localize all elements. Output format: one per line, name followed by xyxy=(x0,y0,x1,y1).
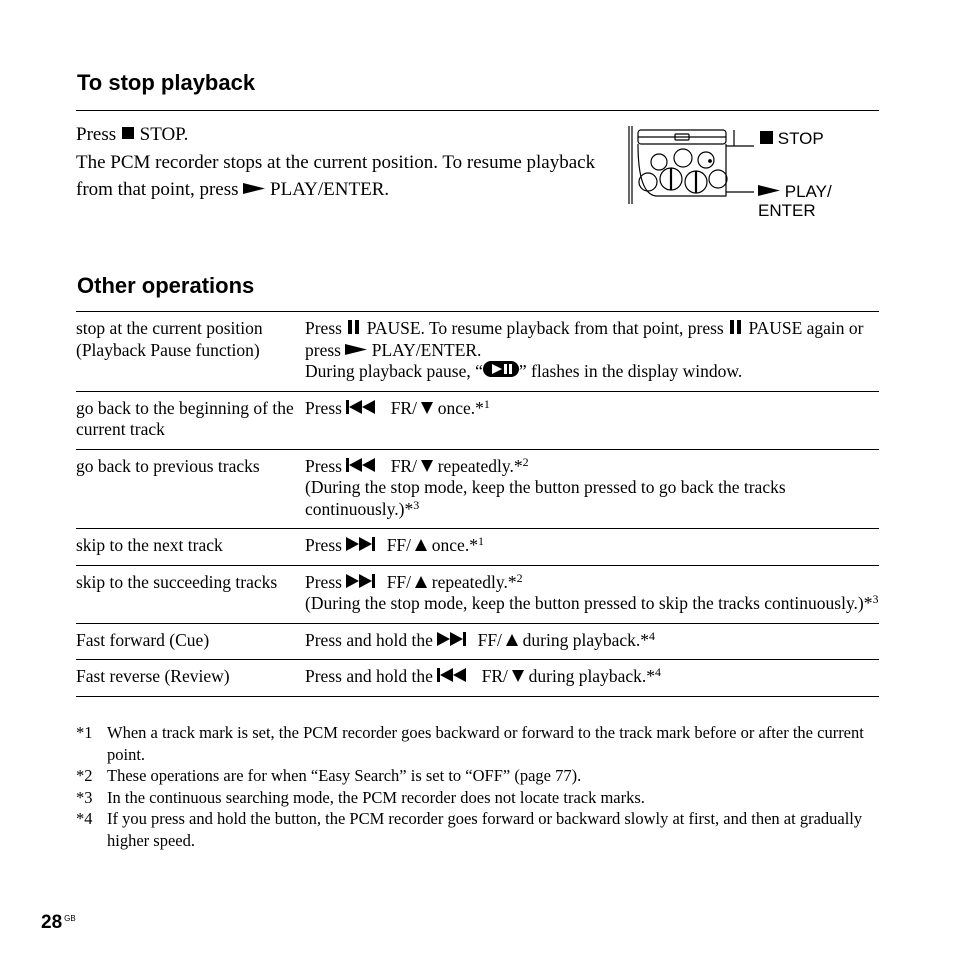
text: during playback.* xyxy=(528,666,655,686)
text: FF/ xyxy=(386,535,412,555)
play-enter-callout xyxy=(758,182,832,220)
table-row xyxy=(76,391,879,449)
operations-table xyxy=(76,312,879,697)
text: Press and hold the xyxy=(305,629,433,650)
text: Press xyxy=(305,318,342,338)
text: FR/ xyxy=(481,666,508,686)
text: Press xyxy=(305,397,342,418)
text: (During the stop mode, keep the button pressed to skip the tracks continuously.)* xyxy=(305,593,873,613)
text: Press xyxy=(305,571,342,592)
up-triangle-icon xyxy=(415,539,427,551)
footnote-ref: 4 xyxy=(649,628,656,643)
pause-icon xyxy=(346,320,362,334)
text: once.* xyxy=(437,397,484,418)
text: FF/ xyxy=(386,571,412,592)
down-triangle-icon xyxy=(421,402,433,414)
text: FR/ xyxy=(390,397,417,418)
up-triangle-icon xyxy=(506,634,518,646)
instruction-cell xyxy=(305,660,879,697)
footnote-mark: *2 xyxy=(76,766,93,785)
table-row xyxy=(76,623,879,660)
text-play-enter: PLAY/ENTER. xyxy=(270,179,390,200)
footnote-ref: 4 xyxy=(654,665,661,679)
table-row xyxy=(76,529,879,566)
footnote xyxy=(76,808,879,851)
text: FF/ xyxy=(477,629,502,650)
fast-forward-ff-icon xyxy=(437,632,473,646)
instruction-cell xyxy=(305,529,879,566)
table-row xyxy=(76,565,879,623)
footnote-ref: 2 xyxy=(516,570,523,585)
footnote-mark: *1 xyxy=(76,723,93,742)
stop-callout xyxy=(760,129,824,148)
action-cell: skip to the next track xyxy=(76,529,305,566)
down-triangle-icon xyxy=(512,670,524,682)
page-number-value: 28 xyxy=(41,912,63,933)
text: repeatedly.* xyxy=(431,571,517,592)
footnote xyxy=(76,765,879,787)
instruction-cell xyxy=(305,565,879,623)
table-row xyxy=(76,449,879,529)
stop-square-icon xyxy=(760,131,773,144)
action-cell: Fast reverse (Review) xyxy=(76,660,305,697)
action-cell: go back to previous tracks xyxy=(76,449,305,529)
text: repeatedly.* xyxy=(437,455,523,476)
rewind-fr-icon xyxy=(437,668,477,682)
footnote-text: If you press and hold the button, the PCM recorder goes forward or backward slowly at first, and then at gradually higher speed. xyxy=(107,809,863,850)
text: during playback.* xyxy=(522,629,650,650)
text-stop: STOP. xyxy=(139,124,189,145)
play-label: PLAY/ xyxy=(784,182,832,201)
action-cell: skip to the succeeding tracks xyxy=(76,565,305,623)
section-divider xyxy=(76,110,879,111)
rewind-fr-icon xyxy=(346,400,386,414)
heading-stop-playback: To stop playback xyxy=(77,70,256,95)
footnote-ref: 3 xyxy=(413,497,420,512)
pause-icon xyxy=(728,320,744,334)
text: once.* xyxy=(431,535,478,555)
stop-instructions xyxy=(76,121,596,204)
resume-line xyxy=(76,149,596,204)
footnote-text: When a track mark is set, the PCM recorder goes backward or forward to the track mark before or after the current point. xyxy=(107,723,864,764)
instruction-cell xyxy=(305,623,879,660)
play-triangle-icon xyxy=(345,343,367,356)
fast-forward-ff-icon xyxy=(346,537,382,551)
text: ” flashes in the display window. xyxy=(518,361,743,381)
page-number xyxy=(41,908,76,934)
action-cell: stop at the current position (Playback Pause function) xyxy=(76,312,305,391)
page-region-code: GB xyxy=(64,914,76,923)
footnote-text: In the continuous searching mode, the PCM recorder does not locate track marks. xyxy=(107,787,645,807)
text: PAUSE again or press xyxy=(305,318,864,360)
rewind-fr-icon xyxy=(346,458,386,472)
table-row xyxy=(76,660,879,697)
instruction-cell xyxy=(305,312,879,391)
footnote-mark: *3 xyxy=(76,787,93,807)
action-cell: go back to the beginning of the current track xyxy=(76,391,305,449)
down-triangle-icon xyxy=(421,460,433,472)
text-resume: The PCM recorder stops at the current position. To resume playback from that point, press xyxy=(76,151,596,200)
text: PLAY/ENTER. xyxy=(371,339,482,360)
text: (During the stop mode, keep the button pressed to go back the tracks continuously.)* xyxy=(305,477,786,519)
instruction-cell xyxy=(305,449,879,529)
footnotes xyxy=(76,722,879,851)
stop-square-icon xyxy=(121,126,135,140)
enter-label: ENTER xyxy=(758,201,816,220)
footnote-ref: 1 xyxy=(483,396,490,411)
footnote xyxy=(76,787,879,809)
footnote-mark: *4 xyxy=(76,809,93,828)
fast-forward-ff-icon xyxy=(346,574,382,588)
instruction-cell xyxy=(305,391,879,449)
heading-other-operations: Other operations xyxy=(77,273,255,298)
footnote-ref: 3 xyxy=(872,592,879,606)
play-triangle-icon xyxy=(243,182,265,195)
text: During playback pause, “ xyxy=(305,361,483,381)
footnote-text: These operations are for when “Easy Search” is set to “OFF” (page 77). xyxy=(107,766,582,785)
text: FR/ xyxy=(390,455,417,476)
footnote xyxy=(76,722,879,765)
footnote-ref: 1 xyxy=(477,534,484,548)
play-triangle-icon xyxy=(758,184,780,197)
text: Press xyxy=(305,455,342,476)
text: Press xyxy=(305,535,342,555)
footnote-ref: 2 xyxy=(522,454,529,469)
stop-label: STOP xyxy=(777,129,824,148)
text: Press and hold the xyxy=(305,666,433,686)
action-cell: Fast forward (Cue) xyxy=(76,623,305,660)
recorder-buttons-illustration xyxy=(626,124,756,210)
play-pause-indicator-icon xyxy=(483,361,519,377)
stop-line xyxy=(76,121,596,149)
table-row xyxy=(76,312,879,391)
text-press: Press xyxy=(76,124,117,145)
text: PAUSE. To resume playback from that point, press xyxy=(366,318,724,338)
up-triangle-icon xyxy=(415,576,427,588)
